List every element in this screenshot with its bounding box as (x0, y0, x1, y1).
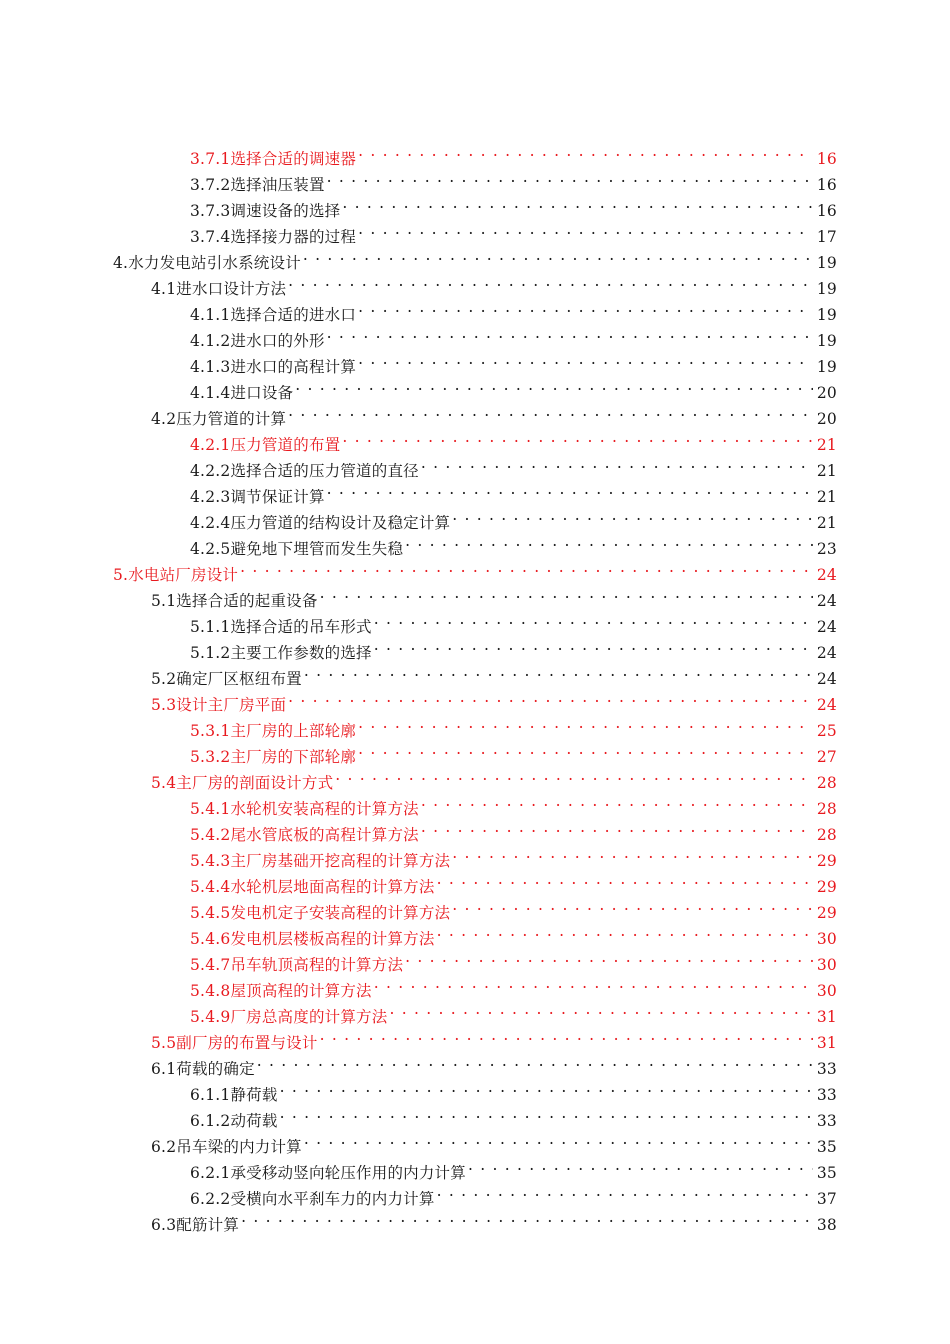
toc-entry-title: 选择合适的压力管道的直径 (230, 462, 419, 480)
toc-page-number: 24 (816, 592, 837, 610)
toc-entry-title: 主厂房的下部轮廓 (230, 748, 357, 766)
toc-entry-title: 确定厂区枢纽布置 (176, 670, 302, 688)
toc-page-number: 35 (816, 1138, 837, 1156)
toc-entry-title: 主厂房的剖面设计方式 (176, 774, 334, 792)
toc-page-number: 21 (816, 514, 837, 532)
toc-entry-number: 4. (113, 254, 129, 272)
toc-page-number: 16 (816, 176, 837, 194)
toc-page-number: 24 (816, 566, 837, 584)
toc-entry-number: 5.3 (151, 696, 177, 714)
toc-dot-leader (280, 1100, 813, 1126)
toc-page-number: 19 (816, 358, 837, 376)
toc-entry-title: 设计主厂房平面 (176, 696, 287, 714)
toc-entry-number: 4.1.4 (190, 384, 231, 402)
toc-page-number: 21 (816, 462, 837, 480)
toc-page-number: 33 (816, 1112, 837, 1130)
toc-dot-leader (288, 684, 813, 710)
toc-page-number: 25 (816, 722, 837, 740)
toc-page-number: 21 (816, 436, 837, 454)
toc-dot-leader (320, 1022, 813, 1048)
toc-entry-title: 压力管道的布置 (230, 436, 341, 454)
toc-entry-number: 5.4.8 (190, 982, 231, 1000)
toc-entry-number: 4.2.3 (190, 488, 231, 506)
toc-dot-leader (241, 1204, 813, 1230)
toc-page-number: 33 (816, 1086, 837, 1104)
toc-entry-number: 6.1 (151, 1060, 177, 1078)
toc-entry-number: 6.3 (151, 1216, 177, 1234)
toc-entry-number: 5.4.4 (190, 878, 231, 896)
toc-entry-title: 避免地下埋管而发生失稳 (230, 540, 404, 558)
toc-entry-number: 4.2 (151, 410, 177, 428)
toc-entry-title: 进水口设计方法 (176, 280, 287, 298)
toc-dot-leader (257, 1048, 813, 1074)
toc-page-number: 30 (816, 982, 837, 1000)
toc-dot-leader (358, 736, 813, 762)
toc-entry-title: 配筋计算 (176, 1216, 240, 1234)
toc-entry-title: 进水口的外形 (230, 332, 325, 350)
toc-page-number: 23 (816, 540, 837, 558)
toc-entry-number: 5.1 (151, 592, 177, 610)
toc-page-number: 35 (816, 1164, 837, 1182)
toc-entry-number: 3.7.3 (190, 202, 231, 220)
toc-dot-leader (342, 424, 813, 450)
toc-dot-leader (358, 138, 813, 164)
toc-entry-title: 选择油压装置 (230, 176, 325, 194)
toc-entry-number: 3.7.1 (190, 150, 231, 168)
toc-entry-title: 屋顶高程的计算方法 (230, 982, 372, 1000)
toc-entry-number: 5.2 (151, 670, 177, 688)
toc-page-number: 31 (816, 1008, 837, 1026)
toc-page-number: 17 (816, 228, 837, 246)
toc-page-number: 19 (816, 280, 837, 298)
toc-page-number: 28 (816, 826, 837, 844)
toc-dot-leader (405, 944, 813, 970)
toc-entry-number: 5.4.2 (190, 826, 231, 844)
toc-entry-title: 主厂房的上部轮廓 (230, 722, 357, 740)
toc-entry-title: 选择合适的起重设备 (176, 592, 318, 610)
toc-entry-number: 4.1.3 (190, 358, 231, 376)
toc-entry-title: 水轮机安装高程的计算方法 (230, 800, 419, 818)
toc-page-number: 30 (816, 956, 837, 974)
toc-dot-leader (437, 1178, 813, 1204)
toc-entry-number: 5.1.1 (190, 618, 231, 636)
toc-dot-leader (304, 658, 813, 684)
table-of-contents (113, 138, 837, 1234)
toc-entry-number: 6.2.1 (190, 1164, 231, 1182)
toc-entry-title: 选择接力器的过程 (230, 228, 357, 246)
toc-dot-leader (374, 632, 813, 658)
toc-page-number: 30 (816, 930, 837, 948)
toc-page-number: 29 (816, 904, 837, 922)
toc-page-number: 33 (816, 1060, 837, 1078)
toc-entry-number: 6.1.1 (190, 1086, 231, 1104)
toc-entry-number: 5.4.7 (190, 956, 231, 974)
toc-entry-number: 3.7.2 (190, 176, 231, 194)
toc-dot-leader (452, 502, 813, 528)
toc-entry-title: 调节保证计算 (230, 488, 325, 506)
toc-page-number: 20 (816, 410, 837, 428)
toc-entry-title: 发电机定子安装高程的计算方法 (230, 904, 451, 922)
toc-entry-title: 受横向水平刹车力的内力计算 (230, 1190, 435, 1208)
toc-page-number: 24 (816, 670, 837, 688)
toc-entry-number: 5.4.5 (190, 904, 231, 922)
toc-entry-title: 尾水管底板的高程计算方法 (230, 826, 419, 844)
toc-dot-leader (452, 892, 813, 918)
toc-entry-title: 水电站厂房设计 (128, 566, 239, 584)
toc-entry-number: 5.5 (151, 1034, 177, 1052)
toc-dot-leader (320, 580, 813, 606)
toc-dot-leader (374, 606, 813, 632)
toc-entry-number: 3.7.4 (190, 228, 231, 246)
toc-entry-number: 5.4.9 (190, 1008, 231, 1026)
toc-page-number: 24 (816, 644, 837, 662)
toc-page-number: 19 (816, 306, 837, 324)
toc-entry-number: 5.4.3 (190, 852, 231, 870)
toc-entry-number: 4.1.2 (190, 332, 231, 350)
toc-entry-number: 5.3.1 (190, 722, 231, 740)
toc-page-number: 16 (816, 202, 837, 220)
toc-entry-number: 6.1.2 (190, 1112, 231, 1130)
toc-entry-title: 选择合适的进水口 (230, 306, 357, 324)
toc-dot-leader (421, 450, 813, 476)
toc-page-number: 31 (816, 1034, 837, 1052)
toc-page-number: 28 (816, 774, 837, 792)
toc-entry-number: 5.3.2 (190, 748, 231, 766)
toc-dot-leader (358, 294, 813, 320)
toc-dot-leader (358, 216, 813, 242)
toc-entry-title: 荷载的确定 (176, 1060, 255, 1078)
toc-entry-title: 选择合适的吊车形式 (230, 618, 372, 636)
toc-entry-number: 5.1.2 (190, 644, 231, 662)
toc-dot-leader (389, 996, 813, 1022)
toc-entry-number: 6.2.2 (190, 1190, 231, 1208)
toc-entry-title: 水轮机层地面高程的计算方法 (230, 878, 435, 896)
toc-entry-title: 承受移动竖向轮压作用的内力计算 (230, 1164, 466, 1182)
toc-entry-title: 调速设备的选择 (230, 202, 341, 220)
toc-page-number: 28 (816, 800, 837, 818)
toc-page-number: 16 (816, 150, 837, 168)
toc-dot-leader (468, 1152, 813, 1178)
toc-entry-title: 厂房总高度的计算方法 (230, 1008, 388, 1026)
toc-entry-title: 发电机层楼板高程的计算方法 (230, 930, 435, 948)
toc-dot-leader (288, 398, 813, 424)
toc-entry-number: 4.1.1 (190, 306, 231, 324)
toc-page-number: 19 (816, 332, 837, 350)
toc-page-number: 37 (816, 1190, 837, 1208)
toc-dot-leader (405, 528, 813, 554)
toc-entry-title: 静荷载 (230, 1086, 278, 1104)
toc-entry-number: 4.1 (151, 280, 177, 298)
toc-page-number: 24 (816, 696, 837, 714)
toc-entry-title: 进口设备 (230, 384, 294, 402)
toc-dot-leader (327, 476, 813, 502)
toc-dot-leader (295, 372, 813, 398)
toc-dot-leader (288, 268, 813, 294)
toc-entry-number: 5.4.1 (190, 800, 231, 818)
toc-dot-leader (358, 346, 813, 372)
toc-entry-title: 压力管道的计算 (176, 410, 287, 428)
toc-entry-number: 4.2.1 (190, 436, 231, 454)
toc-page-number: 29 (816, 878, 837, 896)
toc-entry-number: 4.2.2 (190, 462, 231, 480)
toc-dot-leader (335, 762, 813, 788)
toc-entry-title: 主要工作参数的选择 (230, 644, 372, 662)
toc-page-number: 38 (816, 1216, 837, 1234)
toc-entry[interactable] (113, 138, 837, 168)
toc-page-number: 20 (816, 384, 837, 402)
toc-dot-leader (421, 814, 813, 840)
toc-entry-title: 水力发电站引水系统设计 (128, 254, 301, 272)
toc-entry-title: 吊车轨顶高程的计算方法 (230, 956, 404, 974)
toc-entry-number: 6.2 (151, 1138, 177, 1156)
toc-dot-leader (421, 788, 813, 814)
toc-page-number: 21 (816, 488, 837, 506)
toc-entry-number: 5. (113, 566, 129, 584)
toc-dot-leader (327, 320, 813, 346)
toc-dot-leader (452, 840, 813, 866)
toc-dot-leader (304, 1126, 813, 1152)
toc-dot-leader (437, 866, 813, 892)
toc-dot-leader (240, 554, 813, 580)
toc-dot-leader (280, 1074, 813, 1100)
toc-entry-number: 4.2.5 (190, 540, 231, 558)
toc-entry-title: 吊车梁的内力计算 (176, 1138, 302, 1156)
toc-entry-title: 副厂房的布置与设计 (176, 1034, 318, 1052)
toc-entry-title: 压力管道的结构设计及稳定计算 (230, 514, 451, 532)
toc-dot-leader (358, 710, 813, 736)
toc-entry-title: 主厂房基础开挖高程的计算方法 (230, 852, 451, 870)
toc-entry-title: 动荷载 (230, 1112, 278, 1130)
toc-entry-number: 5.4.6 (190, 930, 231, 948)
toc-page-number: 29 (816, 852, 837, 870)
toc-entry-number: 4.2.4 (190, 514, 231, 532)
toc-page-number: 24 (816, 618, 837, 636)
toc-dot-leader (437, 918, 813, 944)
toc-dot-leader (374, 970, 813, 996)
toc-entry-number: 5.4 (151, 774, 177, 792)
toc-page-number: 19 (816, 254, 837, 272)
toc-dot-leader (342, 190, 813, 216)
toc-entry-title: 选择合适的调速器 (230, 150, 357, 168)
toc-dot-leader (327, 164, 813, 190)
toc-entry-title: 进水口的高程计算 (230, 358, 357, 376)
toc-dot-leader (303, 242, 813, 268)
toc-page-number: 27 (816, 748, 837, 766)
